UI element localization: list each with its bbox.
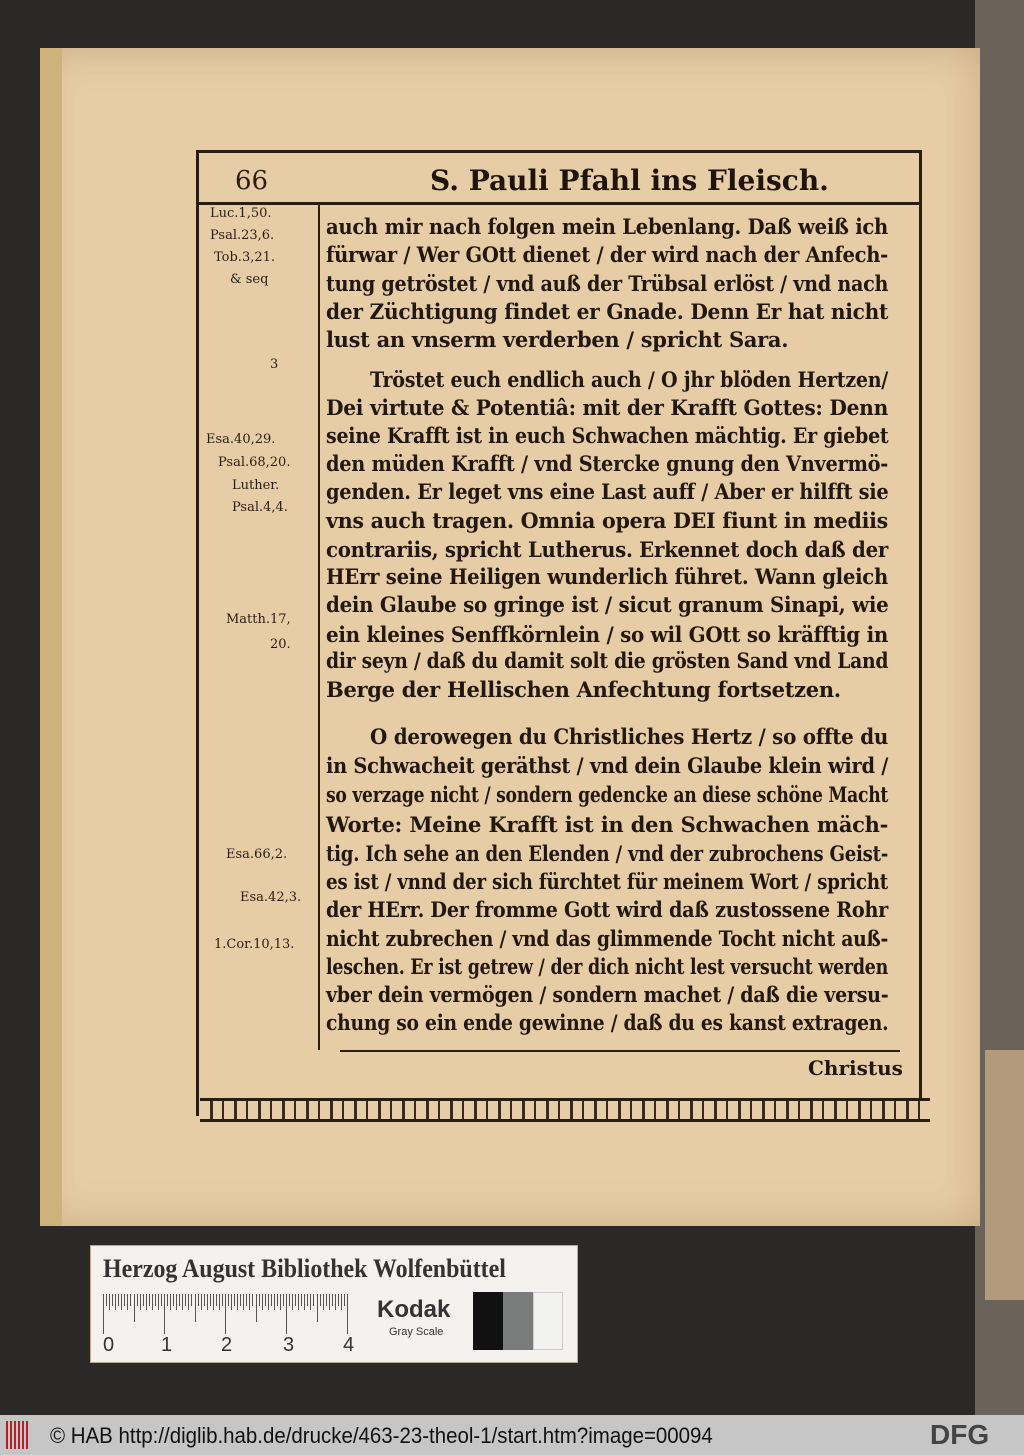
margin-note: Esa.42,3.	[240, 890, 302, 905]
ruler-tick	[213, 1294, 214, 1310]
text-line: O derowegen du Christliches Hertz / so offte du	[370, 724, 888, 749]
ruler-number: 1	[161, 1334, 173, 1356]
ruler-tick	[286, 1294, 287, 1334]
ruler-tick	[289, 1294, 290, 1306]
dfg-logo: DFG	[930, 1419, 990, 1450]
ruler-tick	[323, 1294, 324, 1310]
ruler-tick	[304, 1294, 305, 1310]
ruler-tick	[246, 1294, 247, 1306]
ruler-tick	[149, 1294, 150, 1306]
ruler-tick	[310, 1294, 311, 1310]
swatch-gray	[503, 1292, 533, 1350]
ornamental-border	[200, 1098, 930, 1122]
ruler-tick	[158, 1294, 159, 1310]
ruler-tick	[341, 1294, 342, 1310]
margin-note: Esa.66,2.	[226, 847, 288, 862]
ruler-tick	[216, 1294, 217, 1306]
ruler-tick	[112, 1294, 113, 1306]
text-line: der HErr. Der fromme Gott wird daß zustossene Rohr	[326, 897, 889, 922]
ruler-tick	[201, 1294, 202, 1310]
margin-note: 3	[270, 357, 279, 372]
ruler-tick	[271, 1294, 272, 1306]
text-line: vber dein vermögen / sondern machet / daß die versu-	[326, 982, 889, 1007]
ruler-tick	[127, 1294, 128, 1310]
ruler-tick	[198, 1294, 199, 1306]
text-line: vns auch tragen. Omnia opera DEI fiunt in mediis	[326, 508, 888, 533]
footer-bar	[0, 1415, 1024, 1455]
margin-note: Luther.	[232, 478, 280, 493]
margin-note: 20.	[270, 637, 291, 652]
text-line: Tröstet euch endlich auch / O jhr blöden Hertzen/	[370, 367, 888, 392]
ruler-tick	[124, 1294, 125, 1306]
ruler-tick	[274, 1294, 275, 1310]
text-line: den müden Krafft / vnd Stercke gnung den Vnvermö-	[326, 451, 889, 476]
ruler-tick	[332, 1294, 333, 1306]
ruler-tick	[204, 1294, 205, 1306]
ruler-tick	[195, 1294, 196, 1322]
ruler-number: 4	[343, 1334, 355, 1356]
margin-note: 1.Cor.10,13.	[214, 937, 295, 952]
ruler-tick	[265, 1294, 266, 1306]
ruler-tick	[313, 1294, 314, 1306]
ruler-tick	[182, 1294, 183, 1310]
text-line: es ist / vnnd der sich fürchtet für meinem Wort / spricht	[326, 869, 888, 894]
margin-note: Psal.4,4.	[232, 500, 288, 515]
ruler-number: 0	[103, 1334, 115, 1356]
ruler-tick	[335, 1294, 336, 1310]
margin-note: Luc.1,50.	[210, 206, 272, 221]
ruler-tick	[338, 1294, 339, 1306]
text-line: fürwar / Wer GOtt dienet / der wird nach der Anfech-	[326, 242, 888, 267]
ruler-tick	[185, 1294, 186, 1306]
ruler-scale	[103, 1294, 351, 1334]
page-edge	[40, 48, 62, 1226]
ruler-tick	[155, 1294, 156, 1306]
text-line: dir seyn / daß du damit solt die grösten Sand vnd Land	[326, 648, 889, 673]
text-line: Worte: Meine Krafft ist in den Schwachen mäch-	[326, 812, 888, 837]
ruler-tick	[134, 1294, 135, 1322]
ruler-tick	[231, 1294, 232, 1310]
ruler-tick	[268, 1294, 269, 1310]
text-line: leschen. Er ist getrew / der dich nicht lest versucht werden	[326, 954, 888, 979]
gray-scale-label: Gray Scale	[389, 1326, 444, 1338]
ruler-tick	[188, 1294, 189, 1310]
ruler-tick	[240, 1294, 241, 1306]
margin-column-rule	[318, 205, 320, 1050]
ruler-tick	[329, 1294, 330, 1310]
swatch-white	[533, 1292, 563, 1350]
text-line: so verzage nicht / sondern gedencke an diese schöne Macht	[326, 782, 889, 807]
ruler-tick	[320, 1294, 321, 1306]
ruler-tick	[252, 1294, 253, 1306]
ruler-tick	[118, 1294, 119, 1306]
ruler-tick	[161, 1294, 162, 1306]
ruler-tick	[210, 1294, 211, 1306]
margin-note: Matth.17,	[226, 612, 291, 627]
text-line: tung getröstet / vnd auß der Trübsal erlöst / vnd nach	[326, 271, 889, 296]
ruler-tick	[109, 1294, 110, 1310]
ruler-tick	[237, 1294, 238, 1310]
kodak-brand: Kodak	[377, 1296, 451, 1323]
catchword: Christus	[808, 1056, 903, 1080]
ruler-tick	[222, 1294, 223, 1306]
ruler-tick	[307, 1294, 308, 1306]
text-line: seine Krafft ist in euch Schwachen mächtig. Er giebet	[326, 423, 889, 448]
header-rule	[196, 202, 922, 205]
ruler-tick	[137, 1294, 138, 1306]
ruler-tick	[106, 1294, 107, 1306]
ruler-tick	[167, 1294, 168, 1306]
ruler-tick	[170, 1294, 171, 1310]
text-line: der Züchtigung findet er Gnade. Denn Er hat nicht	[326, 299, 888, 324]
ruler-tick	[164, 1294, 165, 1334]
ruler-tick	[146, 1294, 147, 1310]
margin-note: Tob.3,21.	[214, 250, 276, 265]
ruler-tick	[140, 1294, 141, 1310]
ruler-tick	[191, 1294, 192, 1306]
text-line: tig. Ich sehe an den Elenden / vnd der zubrochens Geist-	[326, 841, 888, 866]
text-line: ein kleines Senffkörnlein / so wil GOtt so kräfftig in	[326, 622, 888, 647]
ruler-tick	[317, 1294, 318, 1322]
margin-note: Psal.23,6.	[210, 228, 275, 243]
ruler-tick	[179, 1294, 180, 1306]
text-line: genden. Er leget vns eine Last auff / Aber er hilfft sie	[326, 479, 889, 504]
margin-note: Psal.68,20.	[218, 455, 291, 470]
swatch-black	[473, 1292, 503, 1350]
text-line: chung so ein ende gewinne / daß du es kanst extragen.	[326, 1010, 889, 1035]
ruler-tick	[347, 1294, 348, 1334]
text-line: nicht zubrechen / vnd das glimmende Tocht nicht auß-	[326, 926, 889, 951]
ruler-number: 3	[283, 1334, 295, 1356]
ruler-tick	[225, 1294, 226, 1334]
library-name: Herzog August Bibliothek Wolfenbüttel	[103, 1254, 506, 1283]
ruler-tick	[292, 1294, 293, 1310]
text-line: Berge der Hellischen Anfechtung fortsetzen.	[326, 677, 841, 702]
text-line: contrariis, spricht Lutherus. Erkennet doch daß der	[326, 537, 888, 562]
ruler-tick	[173, 1294, 174, 1306]
text-line: Dei virtute & Potentiâ: mit der Krafft Gottes: Denn	[326, 395, 888, 420]
ruler-tick	[219, 1294, 220, 1310]
ruler-tick	[121, 1294, 122, 1310]
ruler-tick	[256, 1294, 257, 1322]
ruler-tick	[130, 1294, 131, 1306]
ruler-tick	[344, 1294, 345, 1306]
ruler-tick	[298, 1294, 299, 1310]
ruler-tick	[243, 1294, 244, 1310]
text-line: dein Glaube so gringe ist / sicut granum Sinapi, wie	[326, 592, 889, 617]
margin-note: Esa.40,29.	[206, 432, 276, 447]
hab-logo-icon	[6, 1421, 30, 1449]
ruler-tick	[262, 1294, 263, 1310]
source-link[interactable]: © HAB http://diglib.hab.de/drucke/463-23-theol-1/start.htm?image=00094	[50, 1423, 713, 1448]
ruler-tick	[326, 1294, 327, 1306]
text-line: auch mir nach folgen mein Lebenlang. Daß weiß ich	[326, 214, 888, 239]
ruler-tick	[295, 1294, 296, 1306]
margin-note: & seq	[230, 272, 269, 287]
ruler-tick	[176, 1294, 177, 1310]
ruler-tick	[259, 1294, 260, 1306]
running-head: S. Pauli Pfahl ins Fleisch.	[430, 164, 829, 197]
ruler-tick	[280, 1294, 281, 1310]
ruler-tick	[143, 1294, 144, 1306]
page-number: 66	[235, 166, 269, 196]
adjacent-page-edge	[985, 1050, 1024, 1300]
ruler-tick	[234, 1294, 235, 1306]
ruler-tick	[283, 1294, 284, 1306]
ruler-tick	[228, 1294, 229, 1306]
ruler-tick	[115, 1294, 116, 1310]
ruler-tick	[249, 1294, 250, 1310]
text-line: HErr seine Heiligen wunderlich führet. Wann gleich	[326, 564, 888, 589]
ruler-tick	[103, 1294, 104, 1334]
color-calibration-card	[90, 1245, 578, 1363]
ruler-tick	[277, 1294, 278, 1306]
text-line: in Schwacheit geräthst / vnd dein Glaube klein wird /	[326, 753, 888, 778]
bottom-rule	[340, 1050, 900, 1052]
text-line: lust an vnserm verderben / spricht Sara.	[326, 327, 789, 352]
ruler-number: 2	[221, 1334, 233, 1356]
ruler-tick	[152, 1294, 153, 1310]
ruler-tick	[207, 1294, 208, 1310]
ruler-tick	[301, 1294, 302, 1306]
